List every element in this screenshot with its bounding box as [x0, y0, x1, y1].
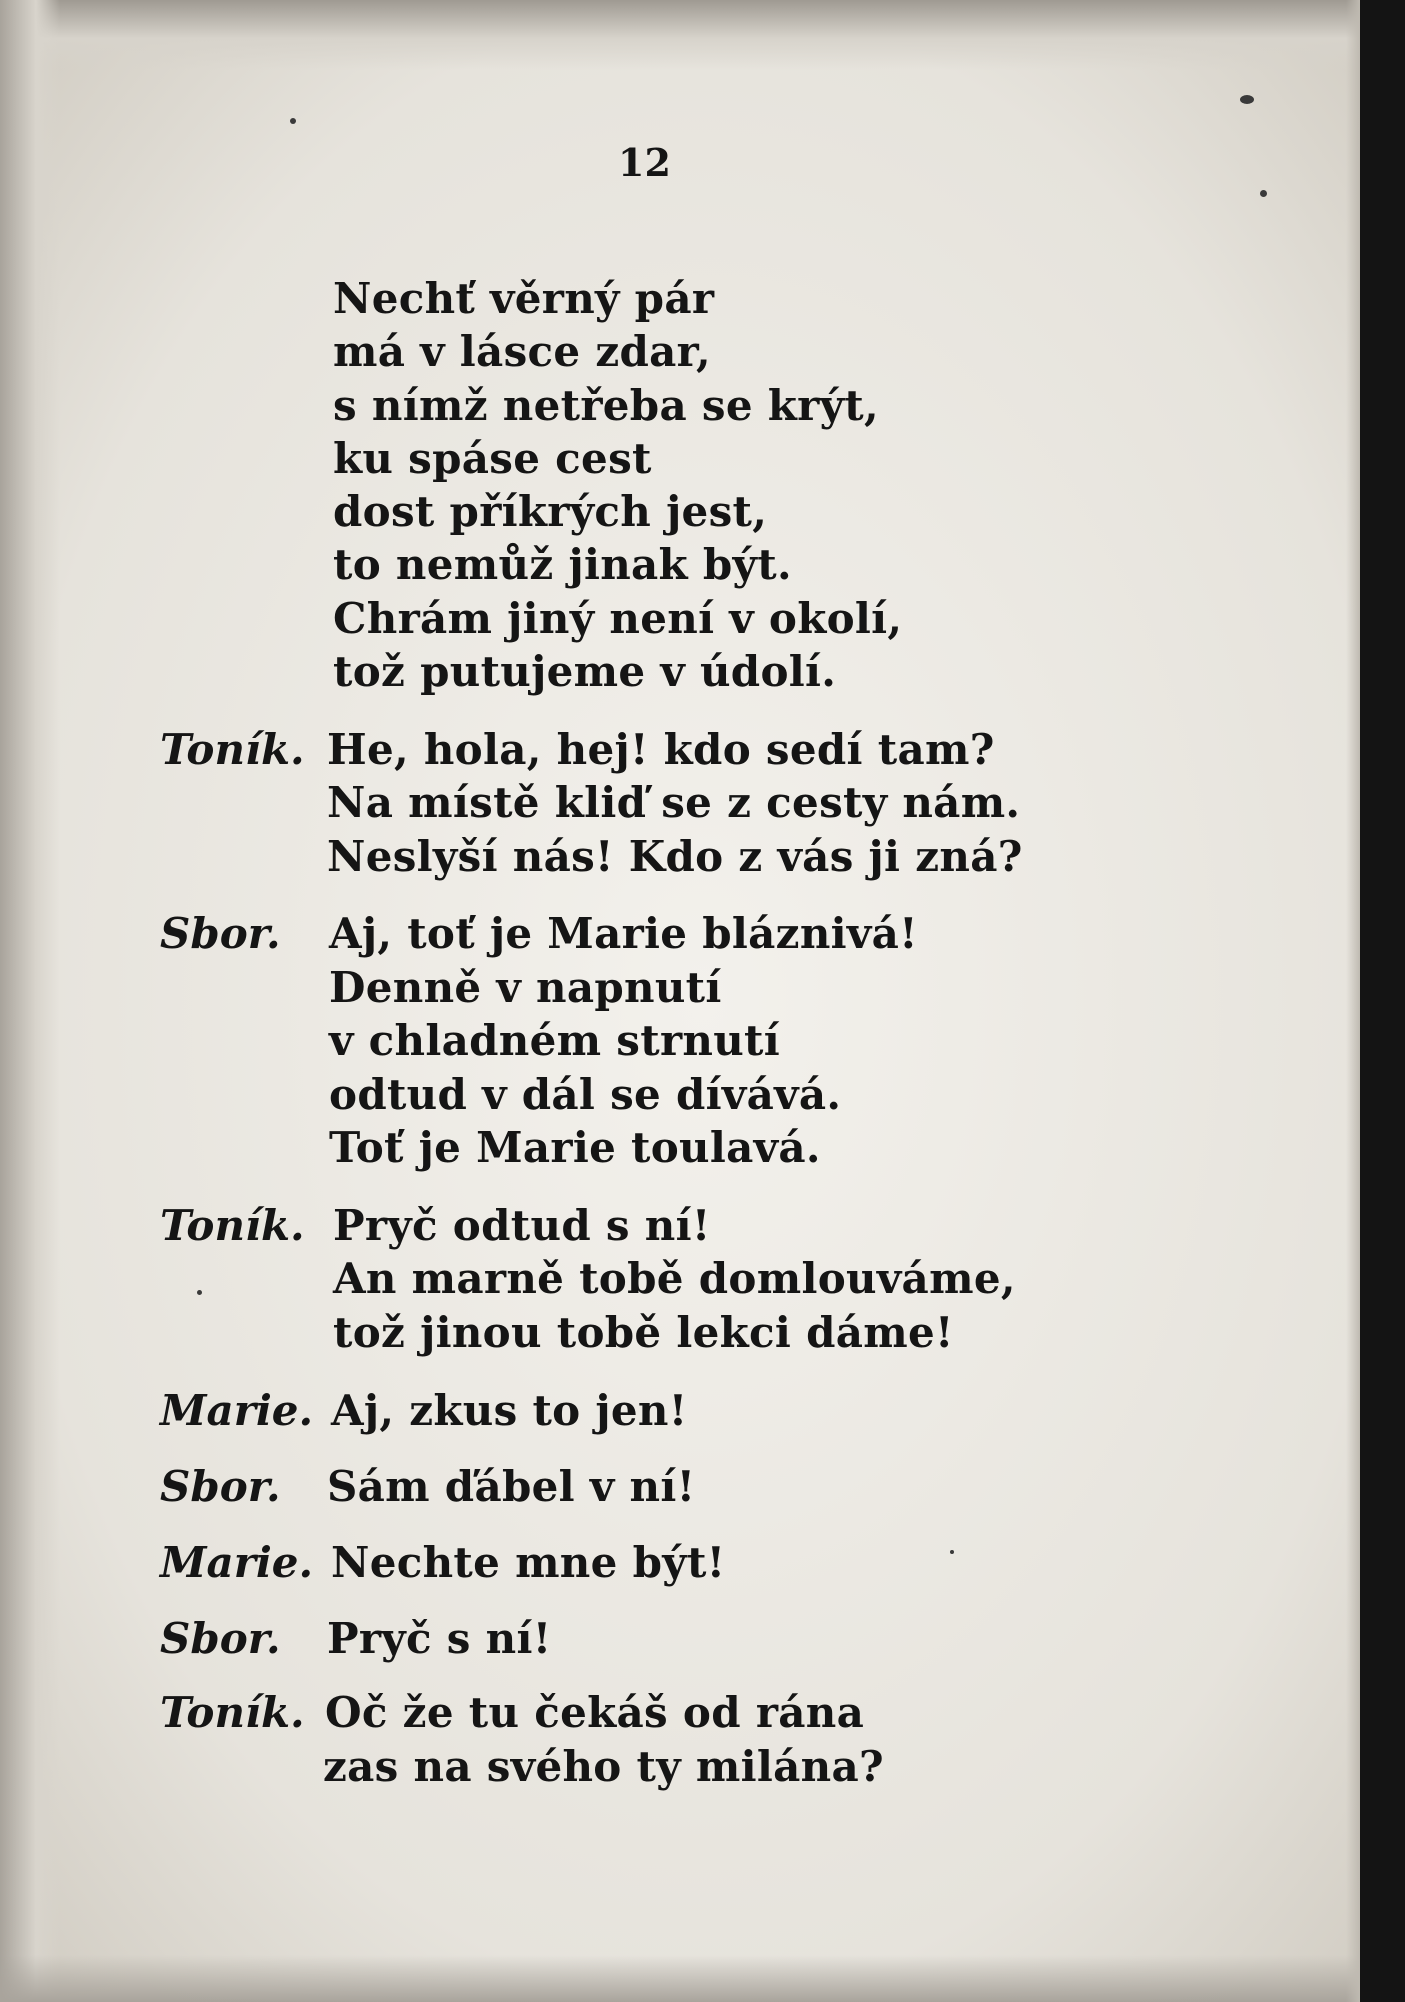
speaker-name: Sbor. — [160, 1614, 281, 1663]
scan-speck — [950, 1550, 954, 1554]
verse-line: ku spáse cest — [333, 434, 652, 483]
speaker-name: Toník. — [160, 1201, 305, 1250]
dialogue-line: Denně v napnutí — [329, 963, 722, 1012]
verse-line: dost příkrých jest, — [333, 487, 768, 536]
speaker-name: Sbor. — [160, 909, 281, 958]
dialogue-line: v chladném strnutí — [329, 1016, 780, 1065]
dialogue-line: Oč že tu čekáš od rána — [325, 1688, 865, 1737]
dialogue-line: tož jinou tobě lekci dáme! — [333, 1308, 954, 1357]
dialogue-line: Neslyší nás! Kdo z vás ji zná? — [327, 832, 1023, 881]
dialogue-line: Sám ďábel v ní! — [327, 1462, 696, 1511]
scan-edge-left — [0, 0, 60, 2002]
scan-speck — [197, 1290, 202, 1295]
dialogue-line: zas na svého ty milána? — [323, 1742, 884, 1791]
dialogue-line: Aj, toť je Marie bláznivá! — [329, 909, 918, 958]
dialogue-line: Pryč s ní! — [327, 1614, 552, 1663]
verse-line: to nemůž jinak být. — [333, 540, 792, 589]
dialogue-line: odtud v dál se dívává. — [329, 1070, 842, 1119]
scan-edge-right — [1360, 0, 1405, 2002]
speaker-name: Toník. — [160, 725, 305, 774]
verse-line: má v lásce zdar, — [333, 327, 711, 376]
speaker-name: Sbor. — [160, 1462, 281, 1511]
dialogue-line: Aj, zkus to jen! — [331, 1386, 688, 1435]
speaker-name: Marie. — [160, 1386, 314, 1435]
verse-line: s nímž netřeba se krýt, — [333, 381, 879, 430]
scan-speck — [290, 118, 296, 124]
dialogue-line: An marně tobě domlouváme, — [333, 1254, 1016, 1303]
speaker-name: Marie. — [160, 1538, 314, 1587]
verse-line: Chrám jiný není v okolí, — [333, 594, 903, 643]
speaker-name: Toník. — [160, 1688, 305, 1737]
verse-line: tož putujeme v údolí. — [333, 647, 837, 696]
scan-speck — [1240, 95, 1254, 104]
scan-edge-bottom — [0, 1955, 1405, 2002]
scan-speck — [1260, 190, 1267, 197]
scan-edge-top — [0, 0, 1405, 70]
scan-edge-right-shadow — [1346, 0, 1360, 2002]
dialogue-line: Nechte mne být! — [331, 1538, 726, 1587]
dialogue-line: Pryč odtud s ní! — [333, 1201, 711, 1250]
dialogue-line: Toť je Marie toulavá. — [329, 1123, 821, 1172]
dialogue-line: He, hola, hej! kdo sedí tam? — [327, 725, 995, 774]
verse-line: Nechť věrný pár — [333, 274, 715, 323]
dialogue-line: Na místě kliď se z cesty nám. — [327, 778, 1021, 827]
page-number: 12 — [618, 140, 671, 185]
